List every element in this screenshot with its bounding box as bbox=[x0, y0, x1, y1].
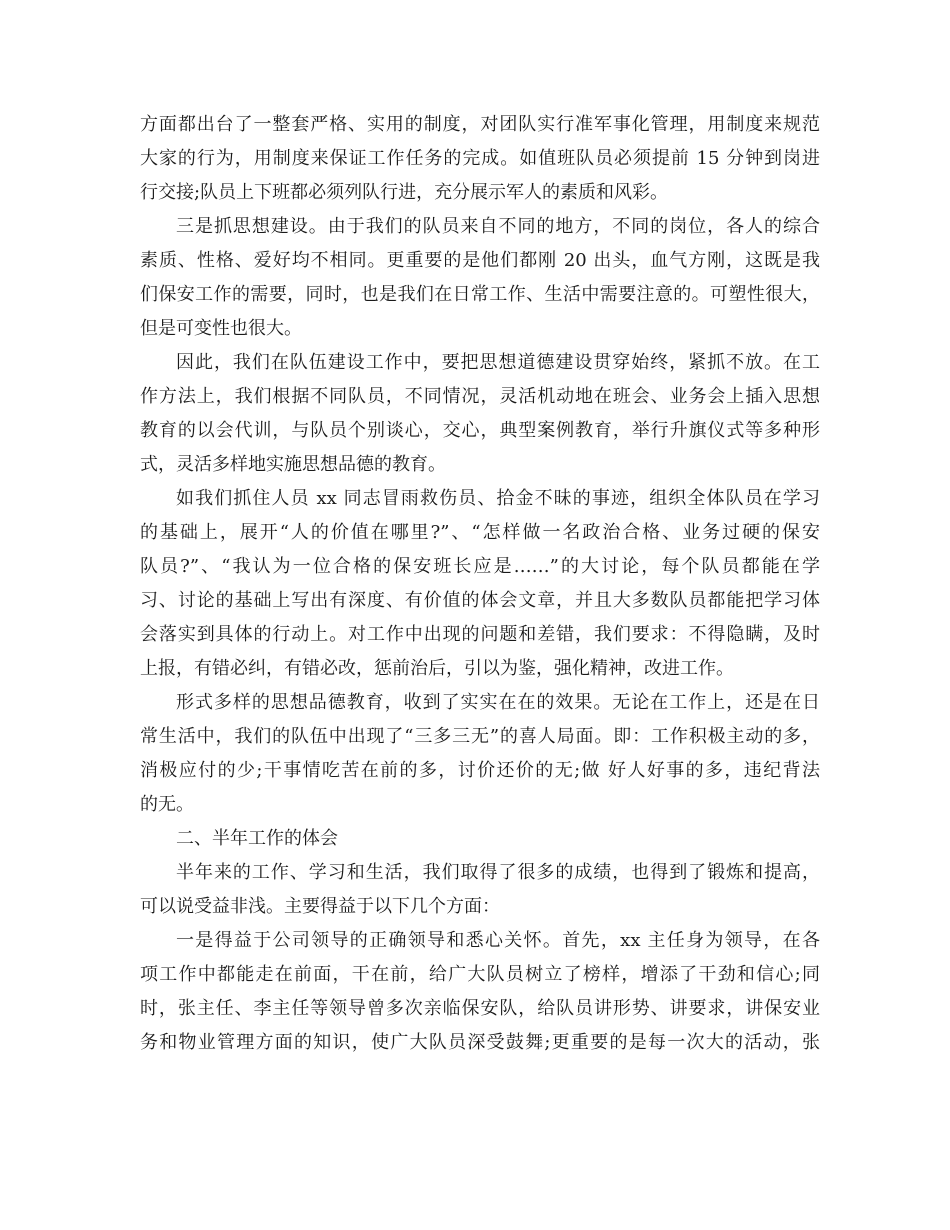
text-line: 时，张主任、李主任等领导曾多次亲临保安队，给队员讲形势、讲要求，讲保安业 bbox=[140, 998, 820, 1019]
text-line: 的基础上，展开“人的价值在哪里?”、“怎样做一名政治合格、业务过硬的保安 bbox=[140, 522, 820, 543]
text-line: 但是可变性也很大。 bbox=[140, 318, 302, 339]
text-line: 习、讨论的基础上写出有深度、有价值的体会文章，并且大多数队员都能把学习体 bbox=[140, 590, 820, 611]
text-line: 队员?”、“我认为一位合格的保安班长应是……”的大讨论，每个队员都能在学 bbox=[140, 556, 820, 577]
text-line: 式，灵活多样地实施思想品德的教育。 bbox=[140, 454, 446, 475]
text-line: 上报，有错必纠，有错必改，惩前治后，引以为鉴，强化精神，改进工作。 bbox=[140, 658, 734, 679]
text-line: 务和物业管理方面的知识，使广大队员深受鼓舞;更重要的是每一次大的活动，张 bbox=[140, 1032, 820, 1053]
text-line: 们保安工作的需要，同时，也是我们在日常工作、生活中需要注意的。可塑性很大， bbox=[140, 284, 820, 305]
text-line: 行交接;队员上下班都必须列队行进，充分展示军人的素质和风彩。 bbox=[140, 182, 669, 203]
text-line: 方面都出台了一整套严格、实用的制度，对团队实行准军事化管理，用制度来规范 bbox=[140, 114, 820, 135]
paragraph-first-line: 如我们抓住人员 xx 同志冒雨救伤员、拾金不昧的事迹，组织全体队员在学习 bbox=[176, 488, 820, 509]
document-body bbox=[140, 108, 820, 1060]
paragraph-first-line: 半年来的工作、学习和生活，我们取得了很多的成绩，也得到了锻炼和提高， bbox=[176, 862, 820, 883]
text-line: 常生活中，我们的队伍中出现了“三多三无”的喜人局面。即：工作积极主动的多， bbox=[140, 726, 820, 747]
text-line: 教育的以会代训，与队员个别谈心，交心，典型案例教育，举行升旗仪式等多种形 bbox=[140, 420, 820, 441]
paragraph-first-line: 三是抓思想建设。由于我们的队员来自不同的地方，不同的岗位，各人的综合 bbox=[176, 216, 820, 237]
text-line: 作方法上，我们根据不同队员，不同情况，灵活机动地在班会、业务会上插入思想 bbox=[140, 386, 820, 407]
text-line: 的无。 bbox=[140, 794, 194, 815]
paragraph-first-line: 因此，我们在队伍建设工作中，要把思想道德建设贯穿始终，紧抓不放。在工 bbox=[176, 352, 820, 373]
text-line: 消极应付的少;干事情吃苦在前的多，讨价还价的无;做 好人好事的多，违纪背法 bbox=[140, 760, 820, 781]
text-line: 项工作中都能走在前面，干在前，给广大队员树立了榜样，增添了干劲和信心;同 bbox=[140, 964, 820, 985]
text-line: 可以说受益非浅。主要得益于以下几个方面： bbox=[140, 896, 500, 917]
paragraph-first-line: 一是得益于公司领导的正确领导和悉心关怀。首先，xx 主任身为领导，在各 bbox=[176, 930, 820, 951]
section-heading: 二、半年工作的体会 bbox=[176, 828, 338, 849]
paragraph-first-line: 形式多样的思想品德教育，收到了实实在在的效果。无论在工作上，还是在日 bbox=[176, 692, 820, 713]
text-line: 大家的行为，用制度来保证工作任务的完成。如值班队员必须提前 15 分钟到岗进 bbox=[140, 148, 820, 169]
text-line: 会落实到具体的行动上。对工作中出现的问题和差错，我们要求：不得隐瞒，及时 bbox=[140, 624, 820, 645]
text-line: 素质、性格、爱好均不相同。更重要的是他们都刚 20 出头，血气方刚，这既是我 bbox=[140, 250, 820, 271]
